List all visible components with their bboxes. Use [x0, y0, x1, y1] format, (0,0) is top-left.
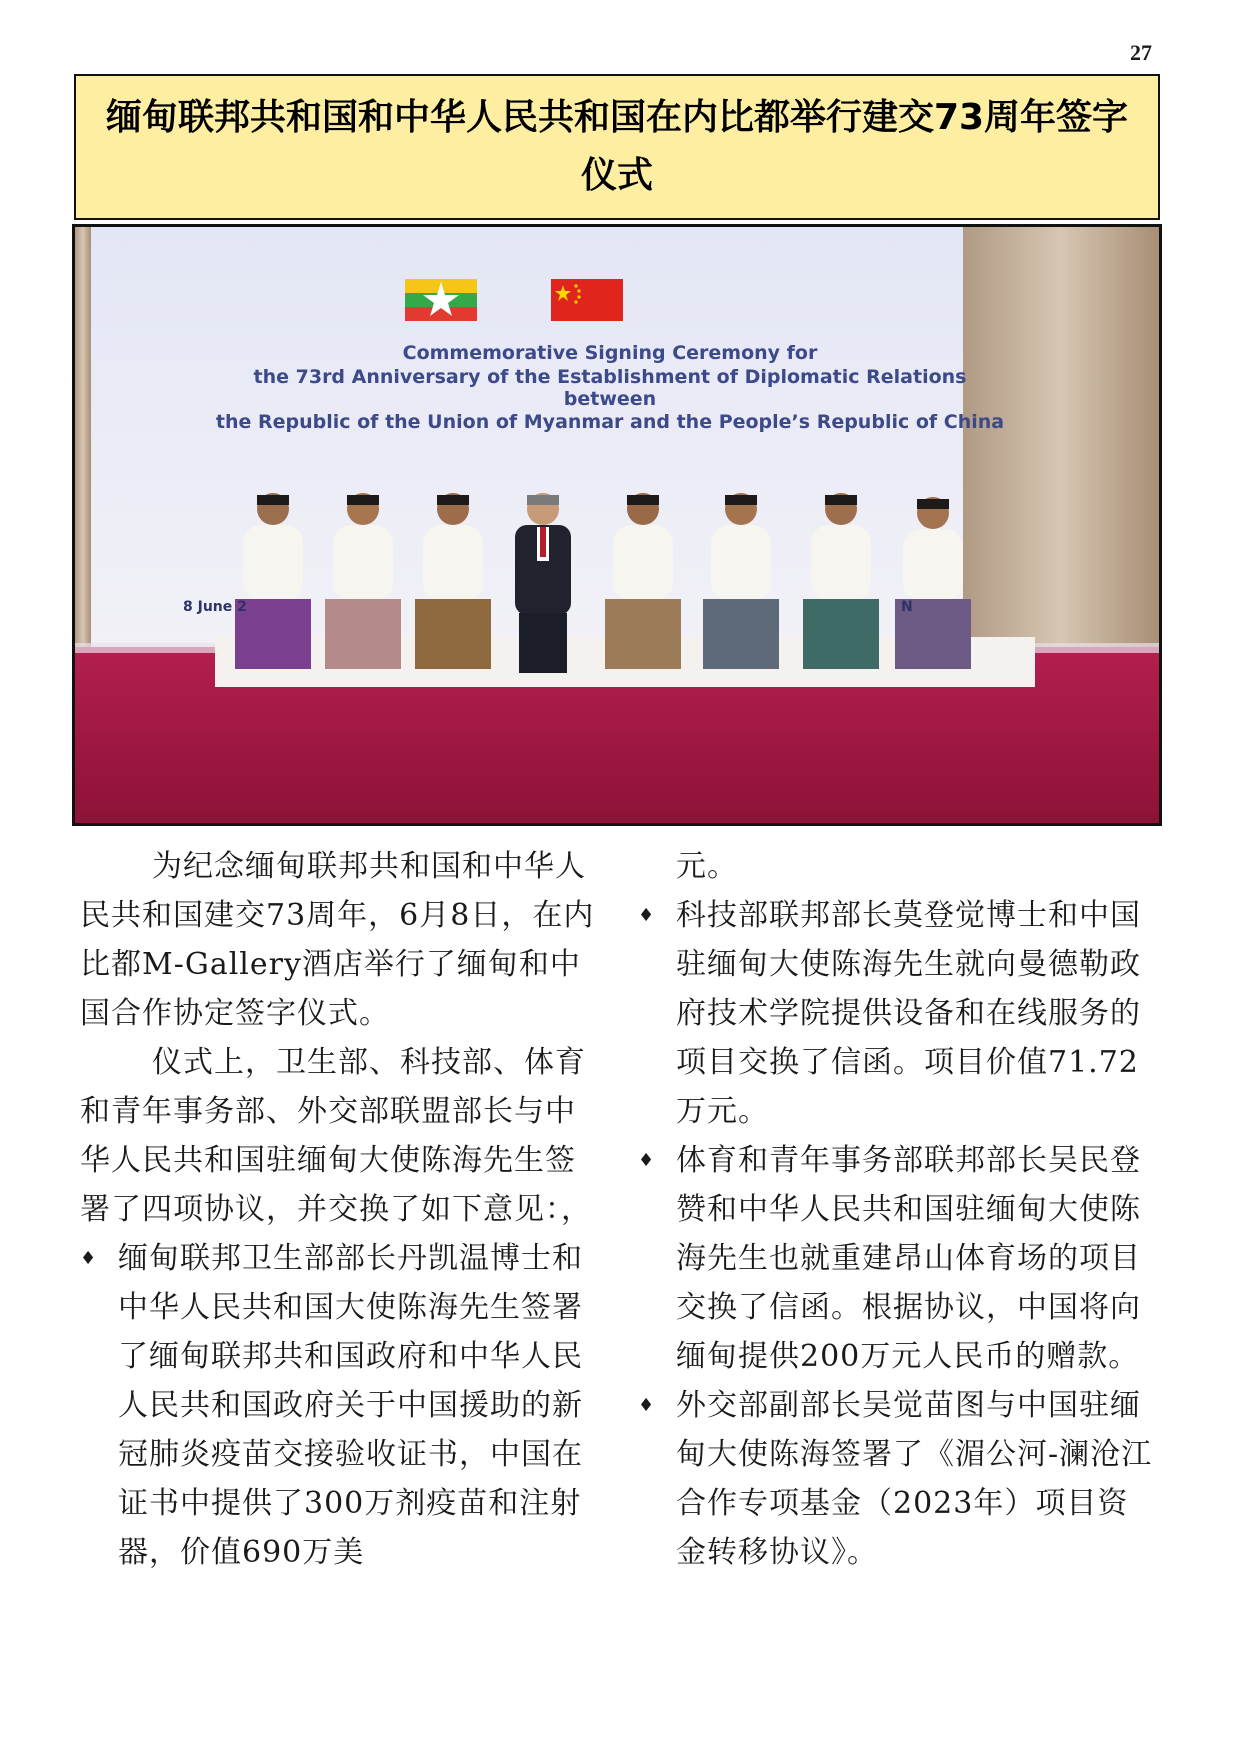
ceremony-photo — [72, 224, 1162, 826]
banner-line-3: between — [563, 388, 657, 410]
list-item-text: 外交部副部长吴觉苗图与中国驻缅甸大使陈海签署了《湄公河-澜沧江合作专项基金（2023年）项目资金转移协议》。 — [676, 1388, 1153, 1570]
page-number: 27 — [1130, 40, 1152, 65]
title-banner — [74, 74, 1160, 220]
bullet-icon: ♦ — [638, 1395, 656, 1416]
bullet-icon: ♦ — [638, 1150, 656, 1171]
banner-right-fragment: N — [901, 599, 913, 615]
list-item — [638, 1136, 1158, 1381]
right-column — [638, 842, 1158, 1577]
myanmar-flag-icon — [405, 279, 477, 321]
continuation-text: 元。 — [676, 849, 738, 884]
bullet-icon: ♦ — [638, 905, 656, 926]
list-item — [638, 1381, 1158, 1577]
bullet-icon: ♦ — [80, 1248, 98, 1269]
banner-line-1: Commemorative Signing Ceremony for — [402, 342, 818, 364]
china-flag-icon — [551, 279, 623, 321]
list-item — [638, 891, 1158, 1136]
banner-line-4: the Republic of the Union of Myanmar and the People’s Republic of China — [215, 411, 1005, 433]
article-title: 缅甸联邦共和国和中华人民共和国在内比都举行建交73周年签字仪式 — [105, 97, 1129, 196]
list-item — [80, 1234, 600, 1577]
ceremony-paragraph: 仪式上，卫生部、科技部、体育和青年事务部、外交部联盟部长与中华人民共和国驻缅甸大使陈海先生签署了四项协议，并交换了如下意见：， — [80, 1045, 592, 1227]
banner-line-2: the 73rd Anniversary of the Establishment of Diplomatic Relations — [253, 366, 967, 388]
list-item-text: 科技部联邦部长莫登觉博士和中国驻缅甸大使陈海先生就向曼德勒政府技术学院提供设备和在线服务的项目交换了信函。项目价值71.72万元。 — [676, 898, 1141, 1129]
intro-paragraph: 为纪念缅甸联邦共和国和中华人民共和国建交73周年，6月8日，在内比都M-Gallery酒店举行了缅甸和中国合作协定签字仪式。 — [80, 849, 595, 1031]
banner-date-fragment: 8 June 2 — [183, 599, 247, 615]
list-item-text: 缅甸联邦卫生部部长丹凯温博士和中华人民共和国大使陈海先生签署了缅甸联邦共和国政府和中华人民人民共和国政府关于中国援助的新冠肺炎疫苗交接验收证书，中国在证书中提供了300万剂疫苗和注射器，价值690万美 — [118, 1241, 583, 1570]
list-item-text: 体育和青年事务部联邦部长吴民登赞和中华人民共和国驻缅甸大使陈海先生也就重建昂山体育场的项目交换了信函。根据协议，中国将向缅甸提供200万元人民币的赠款。 — [676, 1143, 1141, 1374]
ceremony-photo-illustration — [75, 227, 1159, 823]
left-column — [80, 842, 600, 1577]
